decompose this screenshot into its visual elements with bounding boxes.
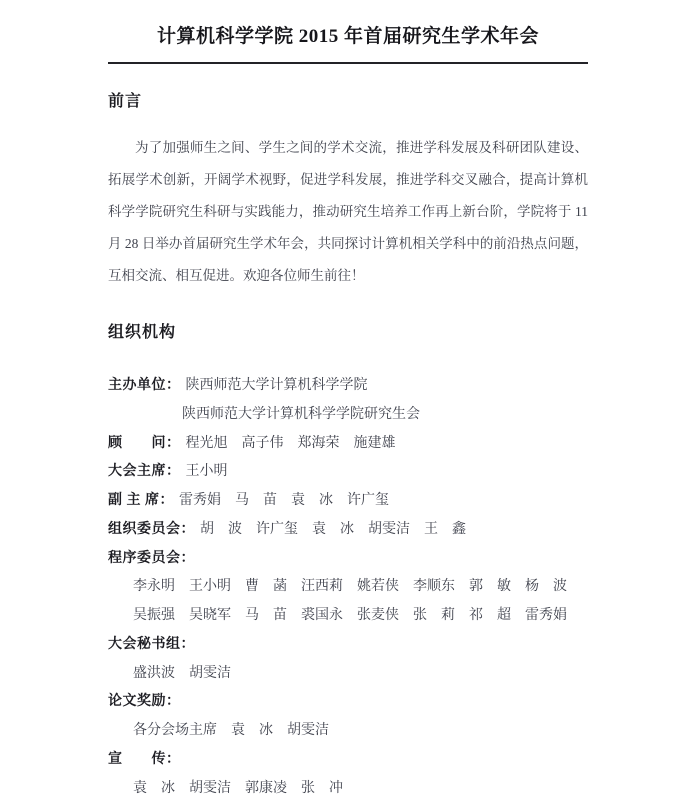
paragraph-line: 为了加强师生之间、学生之间的学术交流，推进学科发展及科研团队建设、 — [108, 132, 588, 164]
paragraph-line: 互相交流、相互促进。欢迎各位师生前往！ — [108, 260, 588, 292]
org-row-label: 大会主席： — [108, 464, 181, 479]
org-row-label: 论文奖励： — [108, 694, 181, 709]
org-row — [108, 660, 588, 689]
org-row — [108, 775, 588, 803]
org-row — [108, 631, 588, 660]
org-row — [108, 717, 588, 746]
org-row — [108, 573, 588, 602]
org-row — [108, 516, 588, 545]
org-row — [108, 545, 588, 574]
org-row-label: 组织委员会： — [108, 522, 195, 537]
org-row — [108, 746, 588, 775]
org-row-label: 大会秘书组： — [108, 637, 195, 652]
org-row — [108, 602, 588, 631]
org-row-label: 副 主 席： — [108, 493, 174, 508]
org-row-names: 陕西师范大学计算机科学学院 — [186, 378, 368, 393]
org-row — [108, 430, 588, 459]
paragraph-line: 拓展学术创新，开阔学术视野，促进学科发展，推进学科交叉融合，提高计算机 — [108, 164, 588, 196]
organization-heading: 组织机构 — [108, 323, 588, 342]
org-row-label: 宣 传： — [108, 752, 181, 767]
document-title: 计算机科学学院 2015 年首届研究生学术年会 — [108, 26, 588, 48]
org-rows — [108, 372, 588, 803]
org-row-label: 程序委员会： — [108, 551, 195, 566]
preface-heading: 前言 — [108, 92, 588, 111]
org-row-names: 胡 波 许广玺 袁 冰 胡雯洁 王 鑫 — [200, 522, 466, 537]
org-row-names: 李永明 王小明 曹 菡 汪西莉 姚若侠 李顺东 郭 敏 杨 波 — [133, 579, 567, 594]
paragraph-line: 月 28 日举办首届研究生学术年会，共同探讨计算机相关学科中的前沿热点问题， — [108, 228, 588, 260]
org-row — [108, 401, 588, 430]
title-divider-rule — [108, 62, 588, 64]
org-row-names: 程光旭 高子伟 郑海荣 施建雄 — [186, 436, 396, 451]
org-row-names: 吴振强 吴晓军 马 苗 裘国永 张麦侠 张 莉 祁 超 雷秀娟 — [133, 608, 567, 623]
org-row-label: 主办单位： — [108, 378, 181, 393]
org-row — [108, 458, 588, 487]
org-row — [108, 372, 588, 401]
org-row-names: 盛洪波 胡雯洁 — [133, 666, 231, 681]
org-row-names: 陕西师范大学计算机科学学院研究生会 — [182, 407, 420, 422]
org-row-names: 王小明 — [186, 464, 228, 479]
org-row — [108, 487, 588, 516]
org-row — [108, 688, 588, 717]
paragraph-line: 科学学院研究生科研与实践能力，推动研究生培养工作再上新台阶，学院将于 11 — [108, 196, 588, 228]
org-row-names: 袁 冰 胡雯洁 郭康凌 张 冲 — [133, 781, 343, 796]
org-row-label: 顾 问： — [108, 436, 181, 451]
preface-paragraph — [108, 132, 588, 292]
org-row-names: 各分会场主席 袁 冰 胡雯洁 — [133, 723, 329, 738]
org-row-names: 雷秀娟 马 苗 袁 冰 许广玺 — [179, 493, 389, 508]
